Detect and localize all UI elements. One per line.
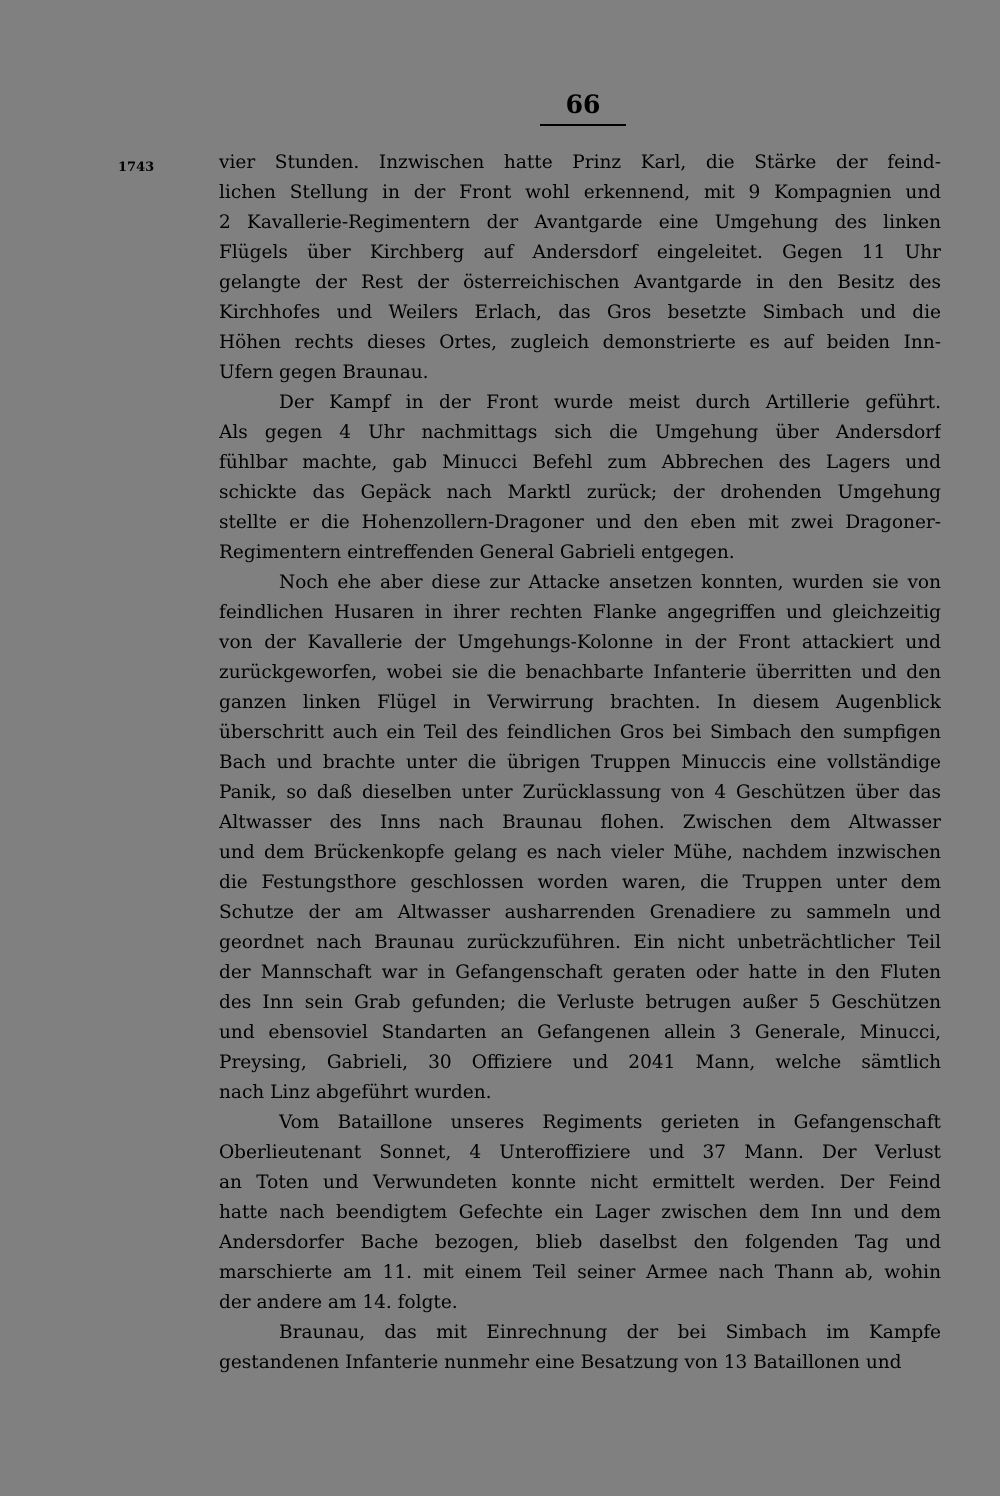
text-line: an Toten und Verwundeten konnte nicht ermittelt werden. Der Feind — [219, 1172, 941, 1193]
text-line: lichen Stellung in der Front wohl erkennend, mit 9 Kompagnien und — [219, 182, 941, 203]
text-line: Oberlieutenant Sonnet, 4 Unteroffiziere und 37 Mann. Der Verlust — [219, 1142, 941, 1163]
text-line: marschierte am 11. mit einem Teil seiner Armee nach Thann ab, wohin — [219, 1262, 941, 1283]
text-line: überschritt auch ein Teil des feindlichen Gros bei Simbach den sumpfigen — [219, 722, 941, 743]
text-line: der andere am 14. folgte. — [219, 1292, 458, 1313]
text-line: Panik, so daß dieselben unter Zurücklassung von 4 Geschützen über das — [219, 782, 941, 803]
paragraph — [219, 568, 941, 1108]
text-line: Als gegen 4 Uhr nachmittags sich die Umgehung über Andersdorf — [219, 422, 941, 443]
text-line: Höhen rechts dieses Ortes, zugleich demonstrierte es auf beiden Inn- — [219, 332, 941, 353]
text-line: gelangte der Rest der österreichischen Avantgarde in den Besitz des — [219, 272, 941, 293]
text-line: gestandenen Infanterie nunmehr eine Besatzung von 13 Bataillonen und — [219, 1352, 902, 1373]
text-line: feindlichen Husaren in ihrer rechten Flanke angegriffen und gleichzeitig — [219, 602, 941, 623]
paragraph — [219, 388, 941, 568]
text-line: Preysing, Gabrieli, 30 Offiziere und 2041 Mann, welche sämtlich — [219, 1052, 941, 1073]
text-line: ganzen linken Flügel in Verwirrung brachten. In diesem Augenblick — [219, 692, 941, 713]
text-line: Andersdorfer Bache bezogen, blieb daselbst den folgenden Tag und — [219, 1232, 941, 1253]
text-line: geordnet nach Braunau zurückzuführen. Ein nicht unbeträchtlicher Teil — [219, 932, 941, 953]
text-line: Ufern gegen Braunau. — [219, 362, 429, 383]
text-line: Bach und brachte unter die übrigen Truppen Minuccis eine vollständige — [219, 752, 941, 773]
text-line: von der Kavallerie der Umgehungs-Kolonne in der Front attackiert und — [219, 632, 941, 653]
text-line: Der Kampf in der Front wurde meist durch Artillerie geführt. — [279, 392, 941, 413]
text-line: 2 Kavallerie-Regimentern der Avantgarde eine Umgehung des linken — [219, 212, 941, 233]
text-line: stellte er die Hohenzollern-Dragoner und den eben mit zwei Dragoner- — [219, 512, 941, 533]
page-number: 66 — [565, 90, 601, 119]
text-line: und ebensoviel Standarten an Gefangenen allein 3 Generale, Minucci, — [219, 1022, 941, 1043]
text-line: Regimentern eintreffenden General Gabrieli entgegen. — [219, 542, 735, 563]
text-line: der Mannschaft war in Gefangenschaft geraten oder hatte in den Fluten — [219, 962, 941, 983]
text-line: Schutze der am Altwasser ausharrenden Grenadiere zu sammeln und — [219, 902, 941, 923]
paragraph — [219, 1108, 941, 1318]
text-line: Altwasser des Inns nach Braunau flohen. Zwischen dem Altwasser — [219, 812, 941, 833]
text-line: Vom Bataillone unseres Regiments gerieten in Gefangenschaft — [279, 1112, 941, 1133]
text-line: hatte nach beendigtem Gefechte ein Lager zwischen dem Inn und dem — [219, 1202, 941, 1223]
text-line: zurückgeworfen, wobei sie die benachbarte Infanterie überritten und den — [219, 662, 941, 683]
body-text — [219, 148, 941, 1378]
text-line: und dem Brückenkopfe gelang es nach vieler Mühe, nachdem inzwischen — [219, 842, 941, 863]
text-line: Braunau, das mit Einrechnung der bei Simbach im Kampfe — [279, 1322, 941, 1343]
page-number-rule — [540, 124, 626, 126]
text-line: Noch ehe aber diese zur Attacke ansetzen konnten, wurden sie von — [279, 572, 941, 593]
text-line: die Festungsthore geschlossen worden waren, die Truppen unter dem — [219, 872, 941, 893]
text-line: des Inn sein Grab gefunden; die Verluste betrugen außer 5 Geschützen — [219, 992, 941, 1013]
text-line: nach Linz abgeführt wurden. — [219, 1082, 492, 1103]
text-line: schickte das Gepäck nach Marktl zurück; der drohenden Umgehung — [219, 482, 941, 503]
text-line: Kirchhofes und Weilers Erlach, das Gros besetzte Simbach und die — [219, 302, 941, 323]
paragraph — [219, 1318, 941, 1378]
text-line: fühlbar machte, gab Minucci Befehl zum Abbrechen des Lagers und — [219, 452, 941, 473]
text-line: Flügels über Kirchberg auf Andersdorf eingeleitet. Gegen 11 Uhr — [219, 242, 941, 263]
text-line: vier Stunden. Inzwischen hatte Prinz Karl, die Stärke der feind- — [219, 152, 941, 173]
paragraph — [219, 148, 941, 388]
margin-year-note: 1743 — [118, 160, 155, 175]
